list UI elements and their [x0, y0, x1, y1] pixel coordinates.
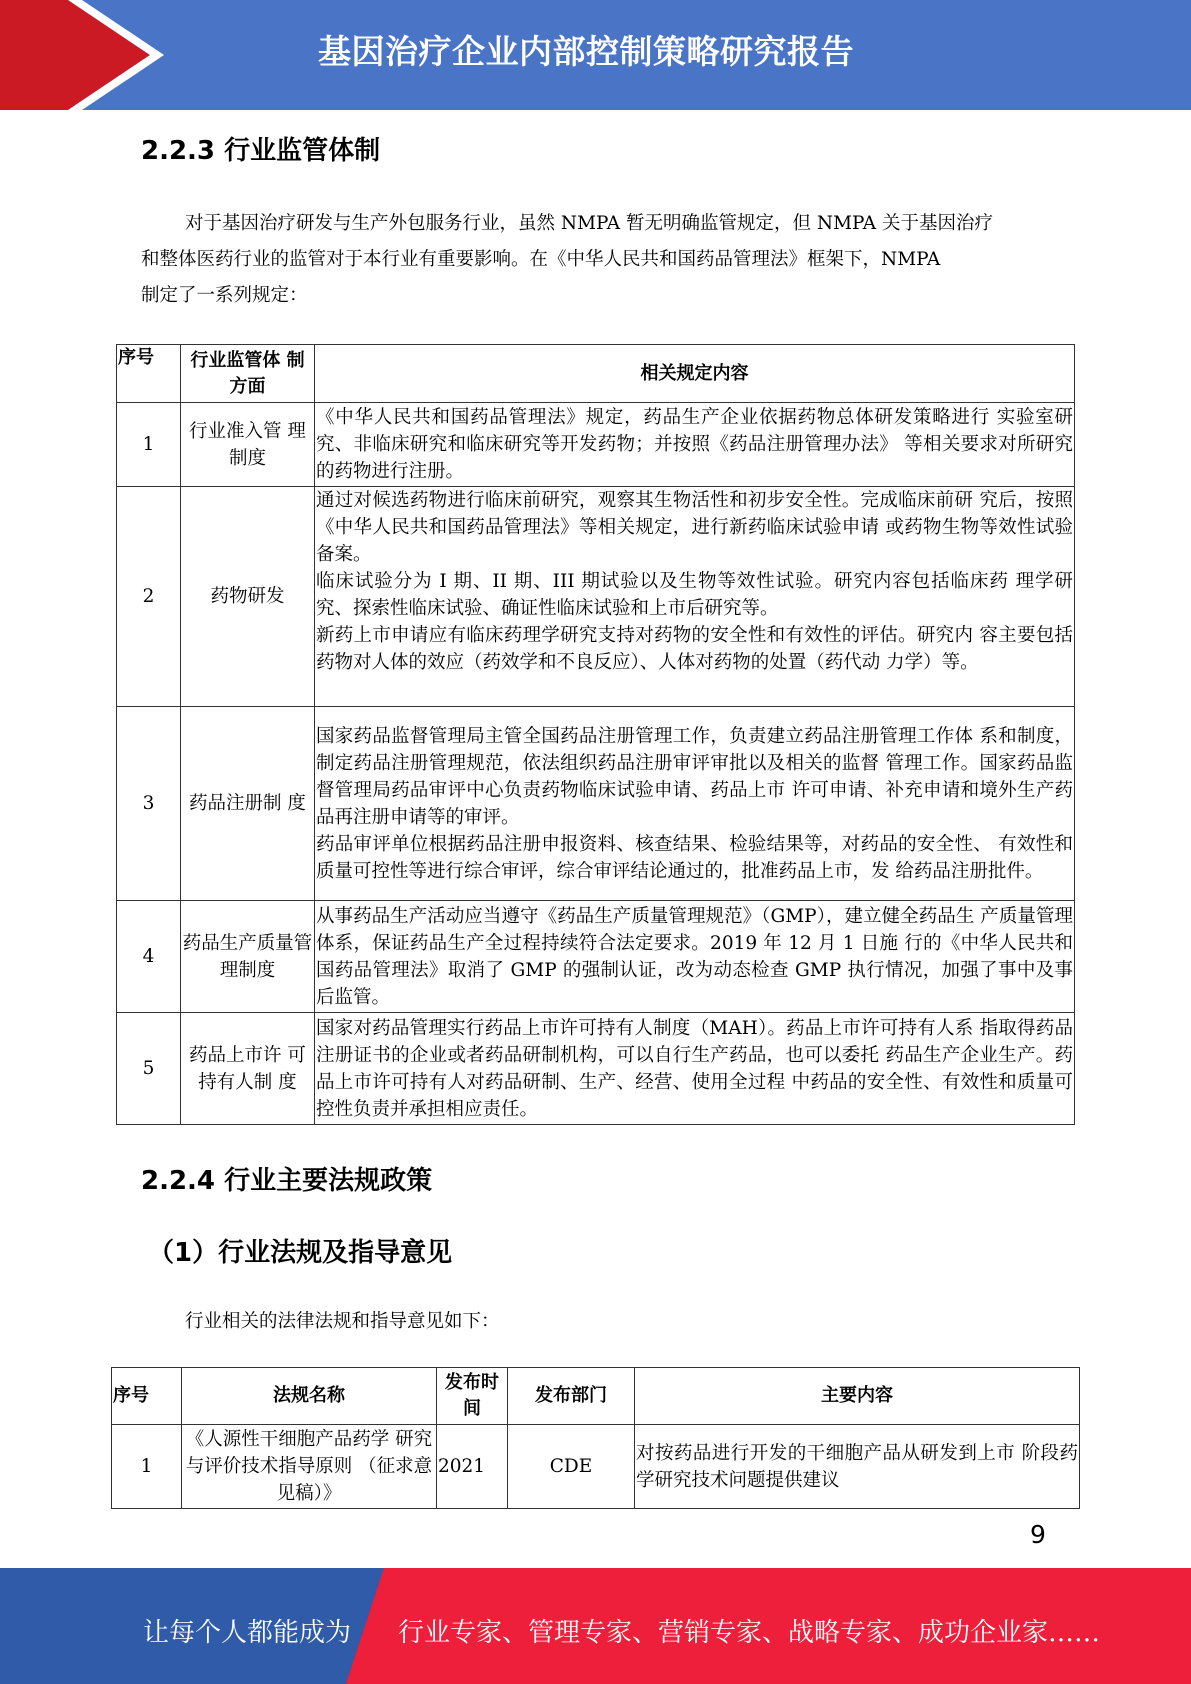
header-cell-date: 发布时间 — [437, 1368, 508, 1425]
table-row — [117, 487, 1075, 707]
row-content: 通过对候选药物进行临床前研究，观察其生物活性和初步安全性。完成临床前研 究后，按照《中华人民共和国药品管理法》等相关规定，进行新药临床试验申请 或药物生物等效性试验备案。 临床试验分为 I 期、II 期、III 期试验以及生物等效性试验。研究内容包括临床药 理学研究、探索性临床试验、确证性临床试验和上市后研究等。 新药上市申请应有临床药理学研究支持对药物的安全性和有效性的评估。研究内 容主要包括药物对人体的效应（药效学和不良反应）、人体对药物的处置（药代动 力学）等。 — [315, 487, 1075, 707]
row-aspect: 行业准入管 理制度 — [181, 403, 315, 487]
row-number: 4 — [117, 901, 181, 1013]
row-content: 对按药品进行开发的干细胞产品从研发到上市 阶段药学研究技术问题提供建议 — [635, 1425, 1080, 1509]
page-number: 9 — [1030, 1520, 1046, 1549]
row-content: 从事药品生产活动应当遵守《药品生产质量管理规范》（GMP），建立健全药品生 产质量管理体系，保证药品生产全过程持续符合法定要求。2019 年 12 月 1 日施 行的《中华人民共和国药品管理法》取消了 GMP 的强制认证，改为动态检查 GMP 执行情况，加强了事中及事后监管。 — [315, 901, 1075, 1013]
paragraph-line: 和整体医药行业的监管对于本行业有重要影响。在《中华人民共和国药品管理法》框架下，NMPA — [141, 249, 941, 270]
page-header — [0, 0, 1191, 110]
header-cell-content: 主要内容 — [635, 1368, 1080, 1425]
footer-slogan-left: 让每个人都能成为 — [143, 1618, 352, 1648]
report-title: 基因治疗企业内部控制策略研究报告 — [318, 32, 854, 71]
row-aspect: 药品上市许 可持有人制 度 — [181, 1013, 315, 1125]
header-cell-content: 相关规定内容 — [315, 345, 1075, 403]
regulatory-system-table — [116, 344, 1075, 1125]
table-header-row — [112, 1368, 1080, 1425]
paragraph-line: 对于基因治疗研发与生产外包服务行业，虽然 NMPA 暂无明确监管规定，但 NMPA 关于基因治疗 — [185, 213, 994, 234]
subsection-heading: （1）行业法规及指导意见 — [148, 1238, 453, 1268]
row-regulation-name: 《人源性干细胞产品药学 研究与评价技术指导原则 （征求意见稿）》 — [182, 1425, 437, 1509]
section-heading-2-2-3: 2.2.3 行业监管体制 — [141, 136, 381, 166]
page-footer — [0, 1568, 1191, 1684]
row-content: 《中华人民共和国药品管理法》规定，药品生产企业依据药物总体研发策略进行 实验室研究、非临床研究和临床研究等开发药物；并按照《药品注册管理办法》 等相关要求对所研究的药物进行注册。 — [315, 403, 1075, 487]
table-row — [117, 1013, 1075, 1125]
row-aspect: 药物研发 — [181, 487, 315, 707]
table-row — [117, 403, 1075, 487]
table-row — [112, 1425, 1080, 1509]
header-cell-no: 序号 — [112, 1368, 182, 1425]
regulations-table — [111, 1367, 1080, 1509]
paragraph-line: 制定了一系列规定： — [141, 285, 308, 306]
row-number: 3 — [117, 707, 181, 901]
row-number: 1 — [112, 1425, 182, 1509]
header-cell-dept: 发布部门 — [508, 1368, 635, 1425]
table-row — [117, 901, 1075, 1013]
row-date: 2021 — [437, 1425, 508, 1509]
section-2-2-3-paragraph — [141, 206, 1071, 314]
header-cell-no: 序号 — [117, 345, 181, 403]
table-header-row — [117, 345, 1075, 403]
row-aspect: 药品注册制 度 — [181, 707, 315, 901]
footer-slogan-right: 行业专家、管理专家、营销专家、战略专家、成功企业家…… — [398, 1618, 1101, 1648]
row-number: 5 — [117, 1013, 181, 1125]
row-content: 国家药品监督管理局主管全国药品注册管理工作，负责建立药品注册管理工作体 系和制度，制定药品注册管理规范，依法组织药品注册审评审批以及相关的监督 管理工作。国家药品监督管理局药品审评中心负责药物临床试验申请、药品上市 许可申请、补充申请和境外生产药品再注册申请等的审评。 药品审评单位根据药品注册申报资料、核查结果、检验结果等，对药品的安全性、 有效性和质量可控性等进行综合审评，综合审评结论通过的，批准药品上市，发 给药品注册批件。 — [315, 707, 1075, 901]
row-number: 1 — [117, 403, 181, 487]
row-number: 2 — [117, 487, 181, 707]
row-department: CDE — [508, 1425, 635, 1509]
header-cell-aspect: 行业监管体 制方面 — [181, 345, 315, 403]
row-aspect: 药品生产质量管理制度 — [181, 901, 315, 1013]
subsection-paragraph: 行业相关的法律法规和指导意见如下： — [185, 1311, 500, 1332]
section-heading-2-2-4: 2.2.4 行业主要法规政策 — [141, 1166, 433, 1196]
table-row — [117, 707, 1075, 901]
header-cell-name: 法规名称 — [182, 1368, 437, 1425]
row-content: 国家对药品管理实行药品上市许可持有人制度（MAH）。药品上市许可持有人系 指取得药品注册证书的企业或者药品研制机构，可以自行生产药品，也可以委托 药品生产企业生产。药品上市许可持有人对药品研制、生产、经营、使用全过程 中药品的安全性、有效性和质量可控性负责并承担相应责任。 — [315, 1013, 1075, 1125]
